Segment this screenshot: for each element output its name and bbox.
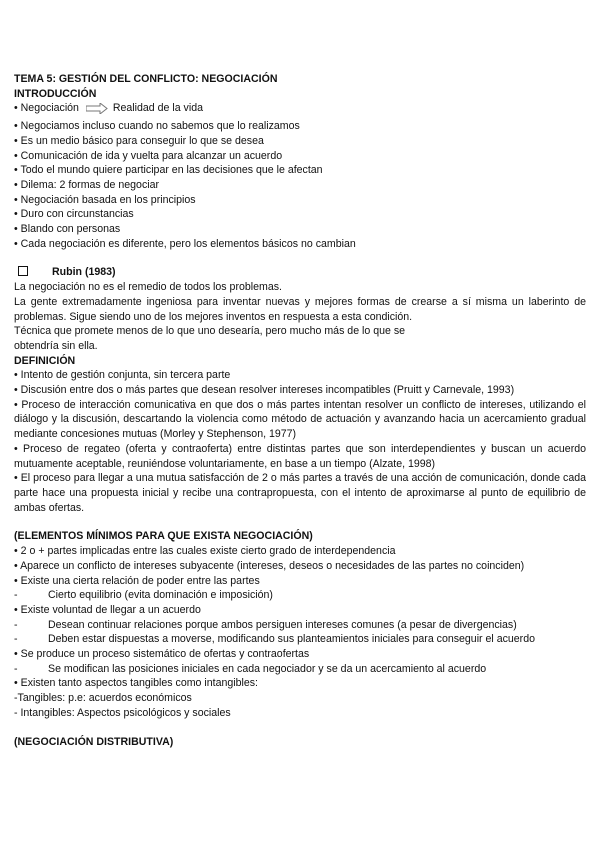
elementos-heading: (ELEMENTOS MÍNIMOS PARA QUE EXISTA NEGOCIACIÓN): [14, 530, 313, 543]
rubin-heading-row: [14, 265, 586, 280]
rubin-line: obtendría sin ella.: [14, 339, 98, 352]
dash-marker: -: [14, 589, 18, 602]
elementos-subitem: - Se modifican las posiciones iniciales en cada negociador y se da un acercamiento al acuerdo: [14, 662, 487, 675]
elementos-plain: - Intangibles: Aspectos psicológicos y sociales: [14, 706, 231, 719]
right-arrow-icon: [86, 103, 108, 119]
intro-bullet: • Duro con circunstancias: [14, 208, 134, 221]
rubin-paragraph: La gente extremadamente ingeniosa para inventar nuevas y mejores formas de crearse a sí misma un laberinto de problemas. Sigue siendo uno de los mejores inventos en respuesta a esta condición.: [14, 295, 586, 323]
intro-first-bullet-right: Realidad de la vida: [112, 102, 203, 115]
intro-bullet: • Todo el mundo quiere participar en las decisiones que le afectan: [14, 164, 323, 177]
dash-marker: -: [14, 618, 18, 631]
definicion-bullet: • Discusión entre dos o más partes que desean resolver intereses incompatibles (Pruitt y Carnevale, 1993): [14, 384, 515, 397]
dash-marker: -: [14, 662, 18, 675]
checkbox-icon: [18, 266, 28, 276]
intro-first-bullet-left: • Negociación: [14, 102, 79, 115]
intro-bullet: • Negociamos incluso cuando no sabemos que lo realizamos: [14, 120, 300, 133]
elementos-bullet: • Existe voluntad de llegar a un acuerdo: [14, 603, 201, 616]
rubin-line: La negociación no es el remedio de todos los problemas.: [14, 281, 282, 294]
intro-bullet: • Negociación basada en los principios: [14, 193, 196, 206]
intro-bullet: • Dilema: 2 formas de negociar: [14, 178, 160, 191]
distributiva-heading: (NEGOCIACIÓN DISTRIBUTIVA): [14, 735, 174, 748]
dash-marker: -: [14, 633, 18, 646]
intro-heading: INTRODUCCIÓN: [14, 87, 97, 100]
elementos-bullet: • Existe una cierta relación de poder entre las partes: [14, 574, 260, 587]
intro-bullet: • Cada negociación es diferente, pero los elementos básicos no cambian: [14, 237, 356, 250]
document-title: TEMA 5: GESTIÓN DEL CONFLICTO: NEGOCIACIÓN: [14, 73, 278, 85]
elementos-subitem: - Deben estar dispuestas a moverse, modificando sus planteamientos iniciales para conseguir el acuerdo: [14, 633, 535, 646]
definicion-heading: DEFINICIÓN: [14, 354, 76, 367]
definicion-bullet: • Proceso de regateo (oferta y contraoferta) entre distintas partes que son interdependientes y buscan un acuerdo mutuamente aceptable, reuniéndose voluntariamente, en base a un tiempo (Alzate, 1998): [14, 442, 586, 470]
elementos-bullet: • Se produce un proceso sistemático de ofertas y contraofertas: [14, 648, 310, 661]
intro-bullet: • Comunicación de ida y vuelta para alcanzar un acuerdo: [14, 149, 283, 162]
elementos-bullet: • 2 o + partes implicadas entre las cuales existe cierto grado de interdependencia: [14, 545, 396, 558]
intro-first-bullet: [14, 101, 586, 119]
elementos-bullet: • Aparece un conflicto de intereses subyacente (intereses, deseos o necesidades de las partes no coinciden): [14, 559, 525, 572]
definicion-bullet: • Proceso de interacción comunicativa en que dos o más partes intentan resolver un conflicto de intereses, utilizando el diálogo y la discusión, descartando la violencia como método de actuación y avanzando hacia un acercamiento gradual mediante concesiones mutuas (Morley y Stephenson, 1977): [14, 398, 586, 441]
intro-bullet: • Es un medio básico para conseguir lo que se desea: [14, 134, 264, 147]
definicion-bullet: • El proceso para llegar a una mutua satisfacción de 2 o más partes a través de una acción de comunicación, donde cada parte hace una propuesta inicial y recibe una contrapropuesta, con el intento de aproximarse al punto de equilibrio de ambas ofertas.: [14, 472, 586, 514]
rubin-line: Técnica que promete menos de lo que uno desearía, pero mucho más de lo que se: [14, 325, 406, 338]
rubin-heading: Rubin (1983): [52, 266, 116, 279]
definicion-bullet: • Intento de gestión conjunta, sin tercera parte: [14, 369, 231, 382]
intro-bullet: • Blando con personas: [14, 223, 121, 236]
elementos-bullet: • Existen tanto aspectos tangibles como intangibles:: [14, 677, 258, 690]
elementos-subitem: - Desean continuar relaciones porque ambos persiguen intereses comunes (a pesar de divergencias): [14, 618, 517, 631]
document-page: [14, 72, 586, 749]
elementos-subitem: - Cierto equilibrio (evita dominación e imposición): [14, 589, 273, 602]
elementos-plain: -Tangibles: p.e: acuerdos económicos: [14, 692, 192, 705]
